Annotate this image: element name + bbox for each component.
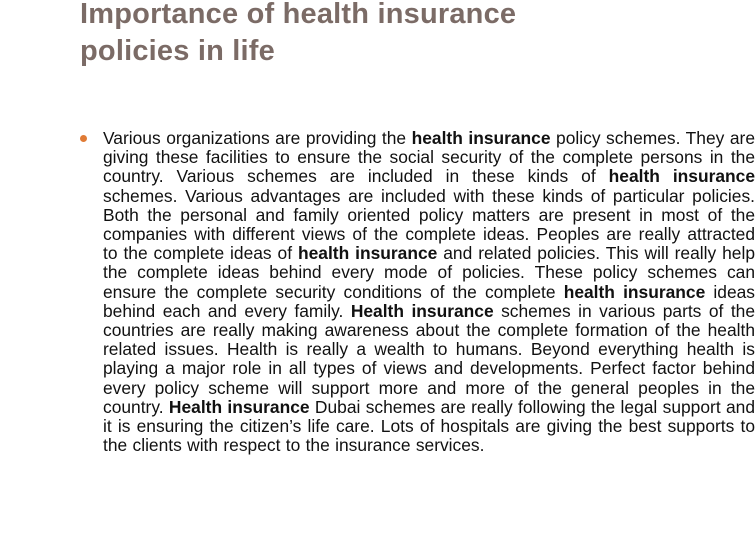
bullet-dot-icon	[80, 135, 87, 142]
paragraph-segment: schemes in various parts of the countries are really making awareness about the complete formation of the health related issues. Health is really a wealth to humans. Beyond everything health is playing a major role in all types of views and developments. Perfect factor behind every policy scheme will support more and more of the general peoples in the country.	[103, 300, 755, 417]
bold-keyword: Health insurance	[168, 396, 310, 417]
paragraph-segment: schemes. Various advantages are included with these kinds of particular policies. Both the personal and family oriented policy matters are present in most of the companies with different views of the complete ideas. Peoples are really attracted to the complete ideas of	[103, 185, 755, 264]
bold-keyword: Health insurance	[350, 300, 494, 321]
paragraph-segment: ideas behind each and every family.	[103, 281, 755, 321]
paragraph-segment: and related policies. This will really help the complete ideas behind every mode of policies. These policy schemes can ensure the complete security conditions of the complete	[103, 243, 755, 302]
bold-keyword: health insurance	[563, 281, 706, 302]
paragraph-segment: policy schemes. They are giving these facilities to ensure the social security of the complete persons in the country. Various schemes are included in these kinds of	[103, 128, 755, 187]
bold-keyword: health insurance	[411, 128, 551, 148]
slide-title	[80, 0, 700, 70]
bullet-paragraph	[103, 129, 755, 455]
paragraph-segment: Various organizations are providing the	[103, 128, 412, 148]
title-line-1: Importance of health insurance	[80, 0, 517, 30]
bold-keyword: health insurance	[298, 243, 438, 264]
paragraph-segment: Dubai schemes are really following the legal support and it is ensuring the citizen’s life care. Lots of hospitals are giving the best supports to the clients with respect to the insurance services.	[103, 396, 755, 456]
bold-keyword: health insurance	[608, 166, 755, 187]
title-line-2: policies in life	[80, 35, 275, 67]
